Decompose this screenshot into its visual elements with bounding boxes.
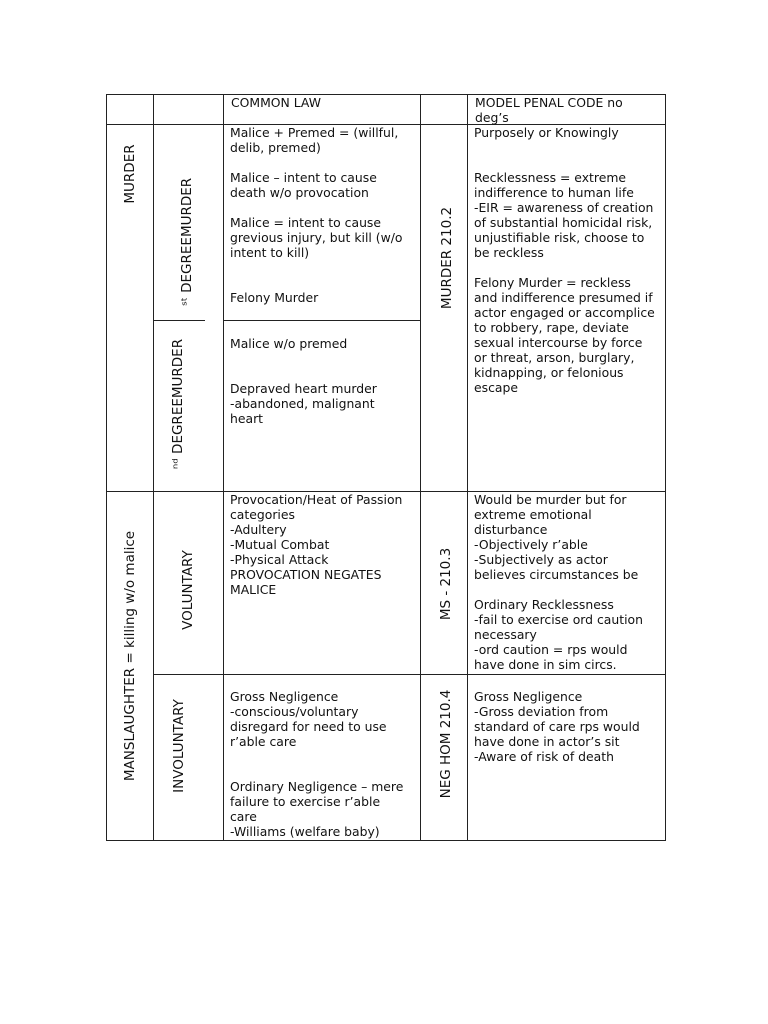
table-border-left bbox=[106, 94, 107, 841]
involuntary-common-law-text: Gross Negligence -conscious/voluntary disregard for need to use r’able care Ordinary Negligence – mere failure to exercise r’able care -Williams (welfare baby) bbox=[230, 689, 404, 839]
mpc-voluntary-text: Would be murder but for extreme emotional disturbance -Objectively r’able -Subjectively as actor believes circumstances be Ordinary Recklessness -fail to exercise ord caution necessary -ord caution = rps would have done in sim circs. bbox=[474, 492, 643, 672]
involuntary-label-cell bbox=[155, 690, 221, 806]
mpc-involuntary-label-cell bbox=[424, 680, 464, 806]
voluntary-involuntary-divider bbox=[153, 674, 666, 675]
second-degree-murder-label: ⁿᵈ DEGREEMURDER bbox=[170, 338, 186, 470]
table-border-bottom bbox=[106, 840, 666, 841]
mpc-negligent-homicide-label: NEG HOM 210.4 bbox=[438, 689, 454, 799]
table-border-right bbox=[665, 94, 666, 841]
involuntary-label: INVOLUNTARY bbox=[171, 699, 187, 793]
mpc-voluntary-label-cell bbox=[424, 512, 464, 640]
mpc-voluntary-manslaughter-label: MS - 210.3 bbox=[438, 547, 454, 621]
mpc-header: MODEL PENAL CODE no deg’s bbox=[475, 95, 623, 125]
first-degree-common-law-text: Malice + Premed = (willful, delib, premed) Malice – intent to cause death w/o provocation Malice = intent to cause grevious injury, but kill (w/o intent to kill) Felony Murder bbox=[230, 125, 403, 305]
second-degree-common-law-text: Malice w/o premed Depraved heart murder -abandoned, malignant heart bbox=[230, 336, 377, 426]
mpc-involuntary-text: Gross Negligence -Gross deviation from standard of care rps would have done in actor’s sit -Aware of risk of death bbox=[474, 689, 640, 764]
first-degree-label-cell bbox=[165, 164, 205, 320]
common-law-header: COMMON LAW bbox=[231, 95, 321, 110]
voluntary-common-law-text: Provocation/Heat of Passion categories -Adultery -Mutual Combat -Physical Attack PROVOCATION NEGATES MALICE bbox=[230, 492, 403, 597]
column-divider-1 bbox=[153, 94, 154, 841]
manslaughter-row-label: MANSLAUGHTER = killing w/o malice bbox=[122, 530, 138, 782]
first-degree-murder-label: ˢᵗ DEGREEMURDER bbox=[179, 177, 195, 307]
mpc-murder-text: Purposely or Knowingly Recklessness = extreme indifference to human life -EIR = awareness of creation of substantial homicidal risk, unjustifiable risk, choose to be reckless Felony Murder = reckless and indifference presumed if actor engaged or accomplice to robbery, rape, deviate sexual intercourse by force or threat, arson, burglary, kidnapping, or felonious escape bbox=[474, 125, 655, 395]
column-divider-4 bbox=[467, 94, 468, 841]
column-divider-3 bbox=[420, 94, 421, 841]
second-degree-label-cell bbox=[160, 322, 210, 488]
degree-divider bbox=[223, 320, 420, 321]
voluntary-label: VOLUNTARY bbox=[180, 550, 196, 630]
murder-row-label: MURDER bbox=[122, 144, 138, 204]
mpc-murder-label: MURDER 210.2 bbox=[439, 206, 455, 310]
manslaughter-label-cell bbox=[108, 494, 152, 812]
column-divider-2 bbox=[223, 94, 224, 841]
degree-divider-left bbox=[153, 320, 205, 321]
